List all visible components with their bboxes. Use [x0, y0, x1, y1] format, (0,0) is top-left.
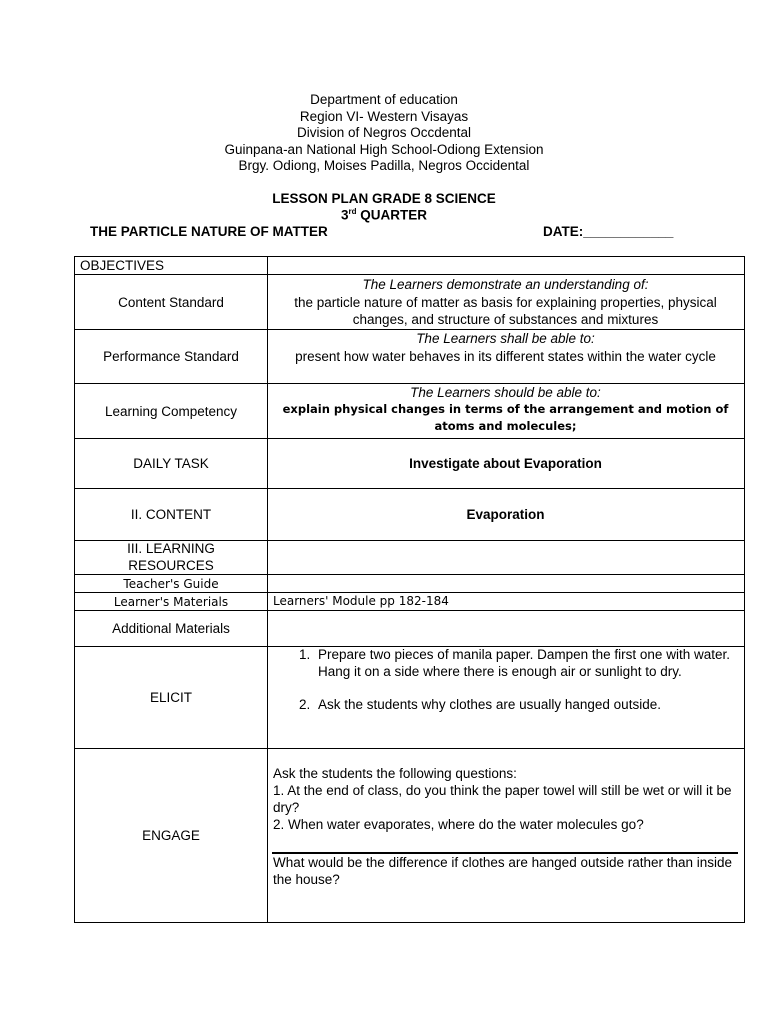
- elicit-activities: [268, 646, 738, 713]
- engage-intro: Ask the students the following questions:: [273, 766, 517, 781]
- learning-competency-label: Learning Competency: [104, 403, 238, 419]
- quarter-suffix: rd: [348, 207, 357, 216]
- additional-materials-label: Additional Materials: [112, 621, 230, 636]
- content-standard-text: the particle nature of matter as basis for explaining properties, physical changes, and structure of substances and mixtures: [294, 294, 717, 327]
- objectives-heading: OBJECTIVES: [80, 258, 165, 273]
- learning-resources-label: III. LEARNING RESOURCES: [127, 541, 215, 573]
- lesson-topic: THE PARTICLE NATURE OF MATTER: [90, 224, 328, 239]
- engage-label: ENGAGE: [142, 828, 200, 843]
- engage-question-2: 2. When water evaporates, where do the water molecules go?: [273, 817, 644, 832]
- elicit-list: [268, 646, 738, 713]
- performance-standard-label: Performance Standard: [103, 349, 239, 364]
- learners-materials-value: Learners' Module pp 182-184: [273, 594, 449, 608]
- performance-standard-intro: The Learners shall be able to:: [416, 331, 595, 346]
- header-line-department: Department of education: [310, 92, 458, 107]
- school-header: [0, 92, 768, 175]
- quarter-title: [0, 207, 768, 223]
- header-line-address: Brgy. Odiong, Moises Padilla, Negros Occidental: [238, 158, 530, 174]
- performance-standard-text: present how water behaves in its different states within the water cycle: [295, 348, 716, 364]
- content-value: Evaporation: [466, 507, 545, 522]
- elicit-item-1: 1. Prepare two pieces of manila paper. Dampen the first one with water. Hang it on a side where there is enough air or sunlight to dry.: [314, 646, 738, 680]
- date-field: DATE:____________: [543, 224, 674, 239]
- learning-competency-value: [268, 384, 743, 435]
- quarter-number: 3: [340, 207, 349, 223]
- content-label: II. CONTENT: [130, 507, 212, 522]
- teachers-guide-label: Teacher's Guide: [123, 576, 219, 591]
- header-line-region: Region VI- Western Visayas: [299, 108, 469, 124]
- learning-competency-text: explain physical changes in terms of the arrangement and motion of atoms and molecules;: [282, 402, 729, 433]
- elicit-item-2: 2. Ask the students why clothes are usually hanged outside.: [314, 696, 738, 713]
- header-line-division: Division of Negros Occdental: [296, 125, 472, 141]
- performance-standard-value: [268, 330, 743, 365]
- elicit-label: ELICIT: [149, 690, 192, 705]
- content-standard-intro: The Learners demonstrate an understanding of:: [362, 277, 649, 292]
- header-line-school: Guinpana-an National High School-Odiong Extension: [224, 141, 544, 157]
- daily-task-label: DAILY TASK: [133, 456, 209, 471]
- content-standard-value: [268, 276, 743, 329]
- learning-competency-intro: The Learners should be able to:: [410, 385, 601, 400]
- learners-materials-label: Learner's Materials: [113, 594, 229, 609]
- lesson-plan-title: LESSON PLAN GRADE 8 SCIENCE: [272, 191, 496, 206]
- quarter-word: QUARTER: [356, 207, 427, 223]
- content-standard-label: Content Standard: [118, 294, 224, 310]
- engage-question-3: What would be the difference if clothes are hanged outside rather than inside the house?: [273, 855, 733, 887]
- engage-questions: [273, 765, 737, 833]
- engage-question-1: 1. At the end of class, do you think the paper towel will still be wet or will it be dry?: [273, 783, 732, 815]
- daily-task-value: Investigate about Evaporation: [409, 456, 602, 471]
